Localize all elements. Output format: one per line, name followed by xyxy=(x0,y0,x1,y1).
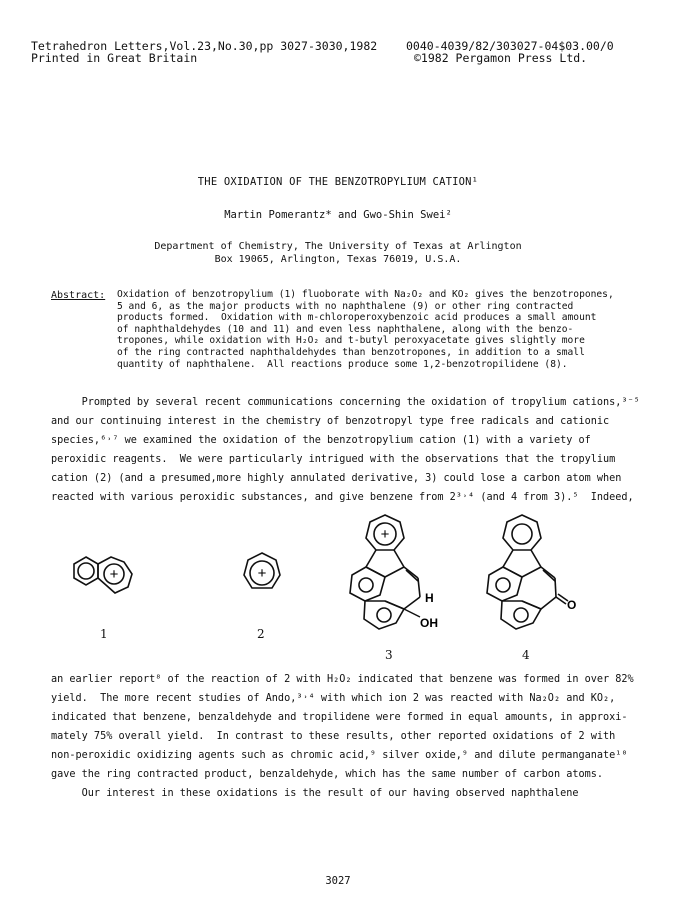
body-line: gave the ring contracted product, benzaldehyde, which has the same number of carbon atoms. xyxy=(51,769,604,780)
atom-label-oh: OH xyxy=(420,616,438,630)
body-line: and our continuing interest in the chemistry of benzotropyl type free radicals and cationic xyxy=(51,416,610,427)
compound-label-1: 1 xyxy=(100,627,108,641)
abstract-line: tropones, while oxidation with H₂O₂ and t-butyl peroxyacetate gives slightly more xyxy=(117,335,585,347)
abstract-line: 5 and 6, as the major products with no naphthalene (9) or other ring contracted xyxy=(117,300,574,312)
abstract-line: quantity of naphthalene. All reactions produce some 1,2-benzotropilidene (8). xyxy=(117,358,568,370)
body-line: an earlier report⁸ of the reaction of 2 with H₂O₂ indicated that benzene was formed in over 82% xyxy=(51,674,634,685)
body-line: indicated that benzene, benzaldehyde and tropilidene were formed in equal amounts, in approxi- xyxy=(51,712,628,723)
body-paragraph-2 xyxy=(51,670,634,803)
body-line: mately 75% overall yield. In contrast to these results, other reported oxidations of 2 with xyxy=(51,731,616,742)
body-line: Our interest in these oxidations is the result of our having observed naphthalene xyxy=(51,788,579,799)
chemical-structures-figure xyxy=(0,505,676,665)
body-line: peroxidic reagents. We were particularly intrigued with the observations that the tropylium xyxy=(51,454,616,465)
paper-authors: Martin Pomerantz* and Gwo-Shin Swei² xyxy=(224,209,452,221)
paper-title: THE OXIDATION OF THE BENZOTROPYLIUM CATION¹ xyxy=(197,176,479,188)
printed-in-note: Printed in Great Britain xyxy=(31,51,198,65)
issn-code: 0040-4039/82/303027-04$03.00/0 xyxy=(406,39,614,53)
body-paragraph-1 xyxy=(51,393,640,507)
journal-citation: Tetrahedron Letters,Vol.23,No.30,pp 3027-3030,1982 xyxy=(31,39,378,53)
body-line: reacted with various peroxidic substances, and give benzene from 2³˒⁴ (and 4 from 3).⁵ Indeed, xyxy=(51,492,634,503)
compound-label-3: 3 xyxy=(385,648,393,662)
abstract-text xyxy=(117,289,614,370)
compound-label-4: 4 xyxy=(522,648,530,662)
structure-1-benzotropylium xyxy=(78,557,132,593)
body-line: non-peroxidic oxidizing agents such as chromic acid,⁹ silver oxide,⁹ and dilute permanganate¹⁰ xyxy=(51,750,628,761)
body-line: cation (2) (and a presumed,more highly annulated derivative, 3) could lose a carbon atom when xyxy=(51,473,622,484)
atom-label-h: H xyxy=(425,591,434,605)
abstract-line: products formed. Oxidation with m-chloroperoxybenzoic acid produces a small amount xyxy=(117,312,597,324)
copyright-note: ©1982 Pergamon Press Ltd. xyxy=(414,51,588,65)
abstract-label: Abstract: xyxy=(51,290,106,301)
affiliation-line-2: Box 19065, Arlington, Texas 76019, U.S.A. xyxy=(214,254,462,265)
page-number: 3027 xyxy=(325,875,351,887)
body-line: Prompted by several recent communications concerning the oxidation of tropylium cations,³⁻⁵ xyxy=(51,397,640,408)
abstract-line: of naphthaldehydes (10 and 11) and even less naphthalene, along with the benzo- xyxy=(117,323,574,335)
atom-label-o: O xyxy=(567,598,577,612)
plus-sign: + xyxy=(380,526,390,543)
body-line: species,⁶˒⁷ we examined the oxidation of the benzotropylium cation (1) with a variety of xyxy=(51,435,591,446)
affiliation-line-1: Department of Chemistry, The University of Texas at Arlington xyxy=(154,241,522,252)
abstract-line: of the ring contracted naphthaldehydes than benzotropones, in addition to a small xyxy=(117,346,585,358)
plus-sign: + xyxy=(257,565,267,582)
compound-label-2: 2 xyxy=(257,627,265,641)
abstract-line: Oxidation of benzotropylium (1) fluoborate with Na₂O₂ and KO₂ gives the benzotropones, xyxy=(117,289,614,300)
body-line: yield. The more recent studies of Ando,³˒⁴ with which ion 2 was reacted with Na₂O₂ and KO₂, xyxy=(51,693,616,704)
plus-sign: + xyxy=(109,566,119,583)
structure-4-ketone xyxy=(487,515,568,629)
